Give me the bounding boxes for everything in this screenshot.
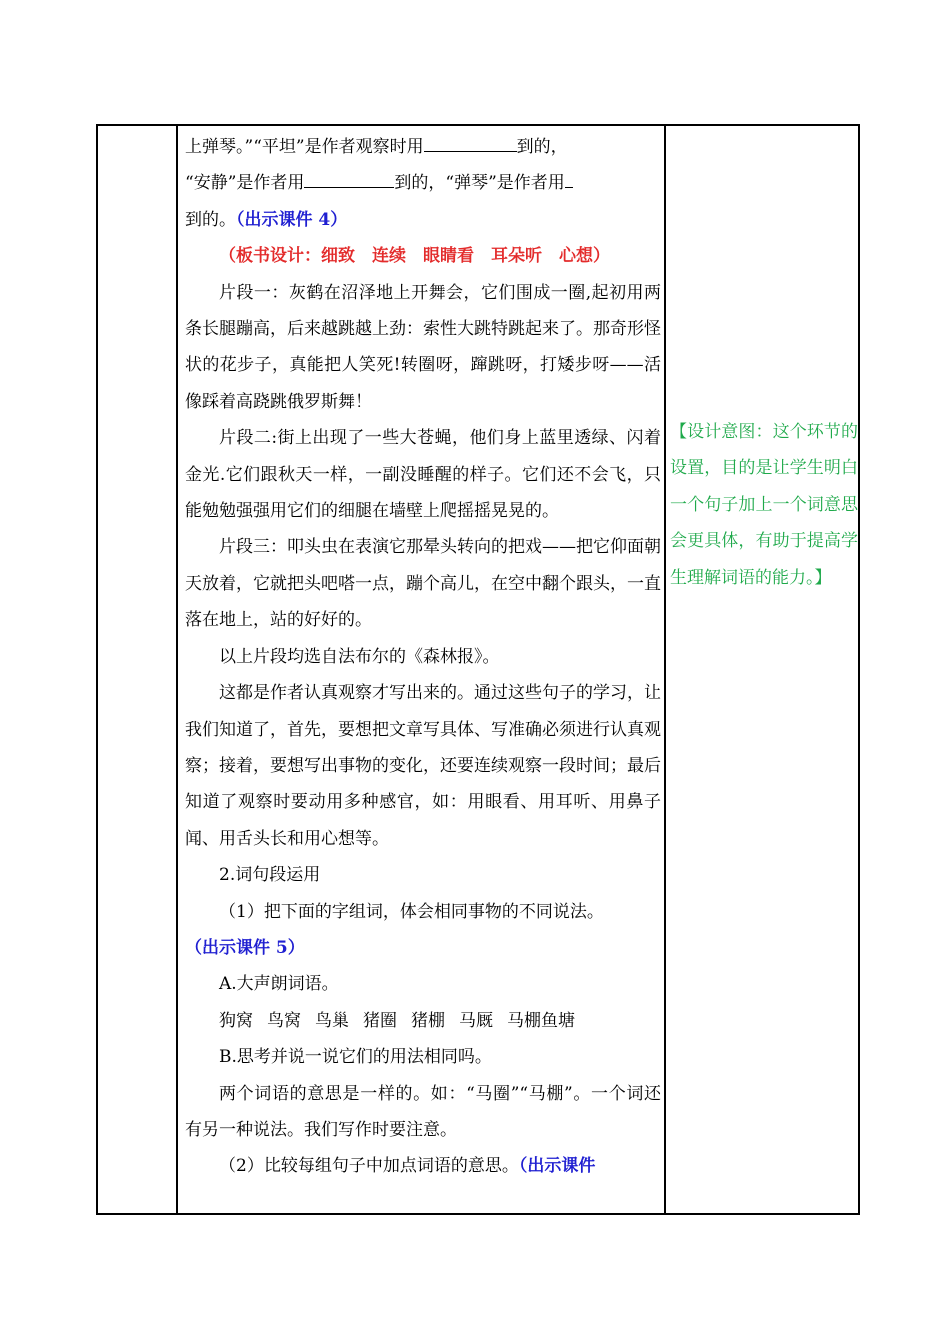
observation-sentence: 上弹琴。”“平坦”是作者观察时用 到的， “安静”是作者用 到的，“弹琴”是作者用 到的。（出示课件 4） — [185, 129, 661, 238]
task-1: （1）把下面的字组词，体会相同事物的不同说法。 — [219, 901, 604, 922]
source-note: 以上片段均选自法布尔的《森林报》。 — [219, 646, 500, 667]
task-2: （2）比较每组句子中加点词语的意思。（出示课件 — [219, 1156, 596, 1177]
courseware-5-note: （出示课件 5） — [185, 937, 305, 958]
list-item: 马棚鱼塘 — [507, 1010, 575, 1031]
explanation: 两个词语的意思是一样的。如：“马圈”“马棚”。一个词还有另一种说法。我们写作时要注意。 — [185, 1083, 661, 1140]
design-intent-column — [665, 125, 859, 1214]
courseware-6-note: （出示课件 — [518, 1156, 596, 1177]
stage-column — [97, 125, 177, 1214]
list-item: 狗窝 — [219, 1010, 253, 1031]
fill-blank-3 — [565, 170, 573, 188]
fill-blank-2 — [304, 170, 394, 188]
fragment-1: 片段一：灰鹤在沼泽地上开舞会，它们围成一圈,起初用两条长腿蹦高，后来越跳越上劲：索性大跳特跳起来了。那奇形怪状的花步子，真能把人笑死!转圈呀，蹿跳呀，打矮步呀——活像踩着高跷跳俄罗斯舞！ — [185, 282, 661, 412]
lesson-plan-table — [96, 124, 860, 1215]
summary-paragraph: 这都是作者认真观察才写出来的。通过这些句子的学习，让我们知道了，首先，要想把文章写具体、写准确必须进行认真观察；接着，要想写出事物的变化，还要连续观察一段时间；最后知道了观察时要动用多种感官，如：用眼看、用耳听、用鼻子闻、用舌头长和用心想等。 — [185, 683, 661, 849]
courseware-4-note: （出示课件 4） — [236, 209, 348, 230]
list-item: 猪棚 — [411, 1010, 445, 1031]
board-design: （板书设计：细致 连续 眼睛看 耳朵听 心想） — [219, 246, 610, 267]
step-b: B.思考并说一说它们的用法相同吗。 — [219, 1047, 492, 1068]
section-2-title: 2.词句段运用 — [219, 865, 321, 886]
teaching-process-column — [177, 125, 665, 1214]
fill-blank-1 — [424, 134, 517, 152]
list-item: 鸟巢 — [315, 1010, 349, 1031]
step-a: A.大声朗词语。 — [219, 974, 339, 995]
fragment-2: 片段二:街上出现了一些大苍蝇，他们身上蓝里透绿、闪着金光.它们跟秋天一样，一副没睡醒的样子。它们还不会飞，只能勉勉强强用它们的细腿在墙壁上爬摇摇晃晃的。 — [185, 428, 661, 522]
design-intent-note: 【设计意图：这个环节的设置，目的是让学生明白一个句子加上一个词意思会更具体，有助于提高学生理解词语的能力。】 — [670, 422, 858, 588]
fragment-3: 片段三：叩头虫在表演它那晕头转向的把戏——把它仰面朝天放着，它就把头吧嗒一点，蹦个高儿，在空中翻个跟头，一直落在地上，站的好好的。 — [185, 537, 661, 631]
list-item: 猪圈 — [363, 1010, 397, 1031]
list-item: 鸟窝 — [267, 1010, 301, 1031]
list-item: 马厩 — [459, 1010, 493, 1031]
word-list — [185, 1003, 661, 1039]
table-row — [97, 125, 859, 1214]
